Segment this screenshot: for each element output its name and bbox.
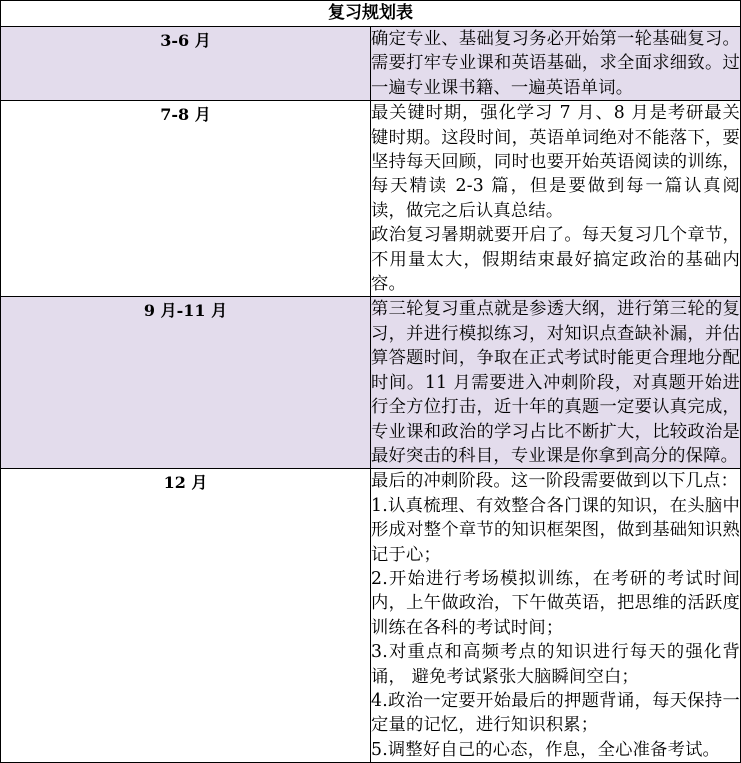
content-cell [371,469,741,763]
period-cell: 7-8 月 [1,101,371,297]
table-title: 复习规划表 [1,1,741,27]
content-paragraph: 1.认真梳理、有效整合各门课的知识，在头脑中形成对整个章节的知识框架图，做到基础知识熟记于心； [371,495,740,565]
content-paragraph: 第三轮复习重点就是参透大纲，进行第三轮的复习，并进行模拟练习，对知识点查缺补漏，并估算答题时间，争取在正式考试时能更合理地分配时间。11 月需要进入冲刺阶段，对真题开始进行全方位打击，近十年的真题一定要认真完成，专业课和政治的学习占比不断扩大，比较政治是最好突击的科目，专业课是你拿到高分的保障。 [371,299,740,466]
content-paragraph: 4.政治一定要开始最后的押题背诵，每天保持一定量的记忆，进行知识积累； [371,690,740,736]
period-cell: 3-6 月 [1,27,371,101]
content-paragraph: 5.调整好自己的心态，作息，全心准备考试。 [371,739,721,760]
content-cell [371,297,741,469]
period-cell: 12 月 [1,469,371,763]
content-paragraph: 2.开始进行考场模拟训练，在考研的考试时间内，上午做政治，下午做英语，把思维的活跃度训练在各科的考试时间； [371,568,740,638]
content-paragraph: 3.对重点和高频考点的知识进行每天的强化背诵， 避免考试紧张大脑瞬间空白； [371,642,740,687]
table-row [1,297,741,469]
table-title-row [1,1,741,27]
content-paragraph: 最后的冲刺阶段。这一阶段需要做到以下几点： [371,471,739,492]
table-row [1,469,741,763]
content-paragraph: 确定专业、基础复习务必开始第一轮基础复习。需要打牢专业课和英语基础，求全面求细致。过一遍专业课书籍、一遍英语单词。 [371,29,740,98]
content-paragraph: 最关键时期，强化学习 7 月、8 月是考研最关键时期。这段时间，英语单词绝对不能落下，要坚持每天回顾，同时也要开始英语阅读的训练，每天精读 2-3 篇，但是要做到每一篇认真阅读，做完之后认真总结。 [371,103,740,221]
content-paragraph: 政治复习暑期就要开启了。每天复习几个章节，不用量太大，假期结束最好搞定政治的基础内容。 [371,225,740,295]
table-row [1,101,741,297]
content-cell [371,27,741,101]
table-row [1,27,741,101]
period-cell: 9 月-11 月 [1,297,371,469]
content-cell [371,101,741,297]
